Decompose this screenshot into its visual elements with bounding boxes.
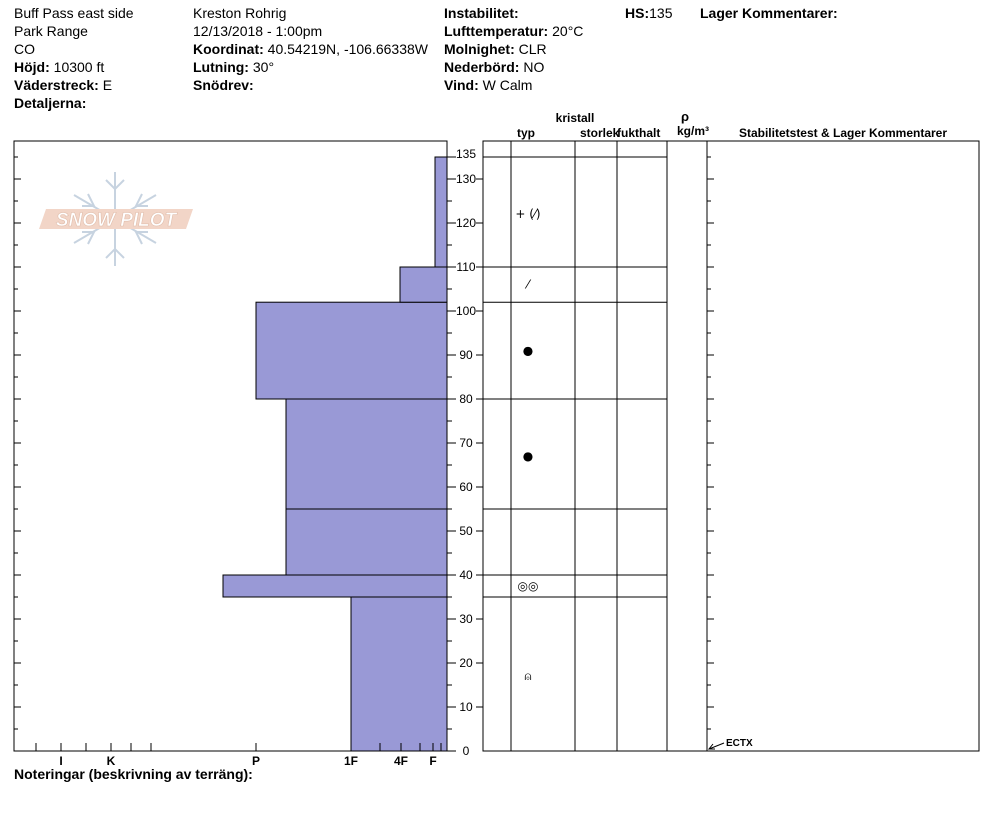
y-tick-label: 120 <box>455 216 477 230</box>
hardness-layer-bar <box>286 509 447 575</box>
logo-text: SNOW PILOT <box>55 210 177 231</box>
hardness-layer-bar <box>351 597 447 751</box>
hardness-layers <box>223 157 447 751</box>
moisture-header: fukthalt <box>617 126 661 140</box>
observer-name: Kreston Rohrig <box>193 5 287 21</box>
y-tick-label: 100 <box>455 304 477 318</box>
stability-header: Stabilitetstest & Lager Kommentarer <box>738 126 948 140</box>
grain-symbol: ⍝ <box>524 669 532 684</box>
y-tick-label: 30 <box>459 612 473 626</box>
x-tick-label: 4F <box>393 754 409 768</box>
y-tick-label: 40 <box>459 568 473 582</box>
grain-symbol: ● <box>522 343 534 358</box>
drift-label: Snödrev: <box>193 77 254 93</box>
x-tick-label: 1F <box>343 754 359 768</box>
airtemp-value: 20°C <box>552 23 584 39</box>
wind-label: Vind: <box>444 77 479 93</box>
left-axis-ticks <box>14 157 21 729</box>
instability-label: Instabilitet: <box>444 5 519 21</box>
size-header: storlek <box>580 126 620 140</box>
sky-label: Molnighet: <box>444 41 515 57</box>
y-tick-label: 130 <box>455 172 477 186</box>
density-header: kg/m³ <box>676 124 710 138</box>
slope-value: 30° <box>252 59 275 75</box>
hardness-layer-bar <box>256 302 447 399</box>
state: CO <box>14 41 35 57</box>
hs-value: 135 <box>649 5 673 21</box>
height-axis <box>447 147 714 758</box>
elevation-label: Höjd: <box>14 59 50 75</box>
y-tick-label: 50 <box>459 524 473 538</box>
stability-tests <box>709 738 753 749</box>
terrain-notes-label: Noteringar (beskrivning av terräng): <box>14 766 253 782</box>
hardness-layer-bar <box>400 267 447 302</box>
hardness-axis <box>36 743 441 768</box>
precip-label: Nederbörd: <box>444 59 520 75</box>
aspect-label: Väderstreck: <box>14 77 99 93</box>
airtemp-label: Lufttemperatur: <box>444 23 549 39</box>
stability-test-label: ECTX <box>726 738 753 749</box>
mountain-range: Park Range <box>14 23 88 39</box>
y-tick-label: 80 <box>459 392 473 406</box>
slope-label: Lutning: <box>193 59 249 75</box>
elevation-value: 10300 ft <box>53 59 105 75</box>
grain-symbol: ⁄ <box>526 277 530 292</box>
type-header: typ <box>517 126 535 140</box>
hs-label: HS: <box>625 5 650 21</box>
layer-table-columns <box>511 141 707 751</box>
x-tick-label: K <box>106 754 116 768</box>
grain-symbol: + (⁄) <box>515 207 541 222</box>
snowpilot-logo <box>39 172 193 266</box>
coordinate-label: Koordinat: <box>193 41 264 57</box>
y-tick-label: 135 <box>455 147 477 161</box>
y-tick-label: 90 <box>459 348 473 362</box>
rho-header: ρ <box>680 109 690 124</box>
location-name: Buff Pass east side <box>14 5 134 21</box>
y-tick-label: 20 <box>459 656 473 670</box>
x-tick-label: I <box>59 754 63 768</box>
layer-table-frame <box>483 141 979 751</box>
x-tick-label: P <box>251 754 261 768</box>
details-label: Detaljerna: <box>14 95 87 111</box>
grain-symbol: ◎◎ <box>517 579 539 593</box>
grain-symbol: ● <box>522 449 534 464</box>
y-tick-label: 110 <box>456 260 476 274</box>
hardness-layer-bar <box>223 575 447 597</box>
x-tick-label: F <box>429 754 437 768</box>
hardness-layer-bar <box>286 399 447 509</box>
layer-comments-label: Lager Kommentarer: <box>700 5 838 21</box>
y-tick-label: 60 <box>459 480 473 494</box>
coordinate-value: 40.54219N, -106.66338W <box>267 41 428 57</box>
sky-value: CLR <box>518 41 547 57</box>
crystal-header: kristall <box>555 111 595 125</box>
precip-value: NO <box>523 59 545 75</box>
y-tick-label: 10 <box>459 700 473 714</box>
grain-type-symbols <box>515 207 540 683</box>
y-tick-label: 70 <box>459 436 473 450</box>
wind-value: W Calm <box>482 77 533 93</box>
observation-datetime: 12/13/2018 - 1:00pm <box>193 23 323 39</box>
hardness-layer-bar <box>435 157 447 267</box>
y-tick-label: 0 <box>462 744 470 758</box>
aspect-value: E <box>102 77 113 93</box>
